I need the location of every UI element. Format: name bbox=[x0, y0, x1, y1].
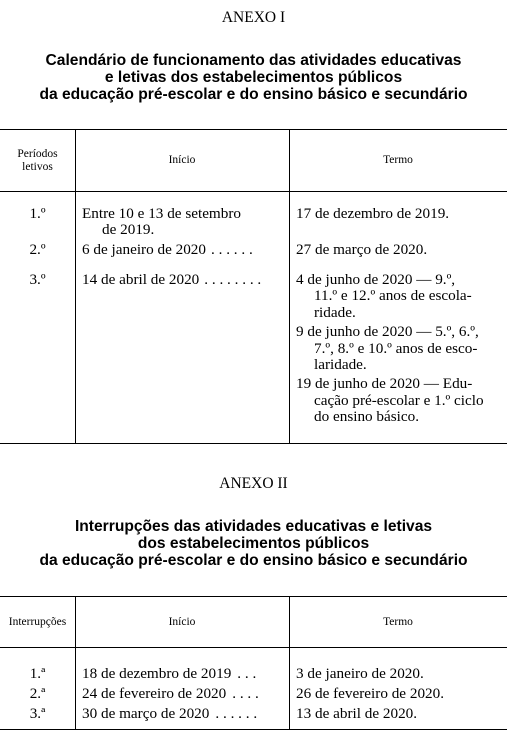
end-cell: 3 de janeiro de 2020. bbox=[296, 665, 424, 682]
end-entry bbox=[296, 272, 501, 321]
start-text: 6 de janeiro de 2020 bbox=[82, 241, 206, 258]
dot-leader: . . . . . . bbox=[215, 705, 258, 722]
column-divider bbox=[75, 130, 76, 443]
start-cell bbox=[82, 686, 287, 702]
annex-1-heading: ANEXO I bbox=[221, 9, 286, 26]
table-bottom-rule bbox=[0, 443, 507, 444]
start-cell bbox=[82, 206, 282, 239]
start-cell bbox=[82, 242, 282, 258]
period-cell: 2.ª bbox=[29, 685, 46, 702]
end-cell: 17 de dezembro de 2019. bbox=[296, 205, 450, 222]
column-header-end: Termo bbox=[383, 616, 413, 628]
end-cell bbox=[296, 272, 501, 426]
start-line: de 2019. bbox=[102, 221, 155, 239]
dot-leader: . . . . . . . . bbox=[204, 271, 262, 288]
annex-1-title-line: Calendário de funcionamento das atividades educativas bbox=[45, 52, 462, 69]
annex-1-title-line: e letivas dos estabelecimentos públicos bbox=[104, 69, 403, 86]
end-cell: 26 de fevereiro de 2020. bbox=[296, 685, 445, 702]
start-text: 30 de março de 2020 bbox=[82, 705, 210, 722]
start-cell bbox=[82, 706, 287, 722]
dot-leader: . . . bbox=[237, 665, 257, 682]
table-top-rule bbox=[0, 129, 507, 130]
column-header-periods bbox=[0, 148, 75, 174]
end-line: cação pré-escolar e 1.º ciclo bbox=[314, 391, 484, 409]
end-entry bbox=[296, 324, 501, 373]
column-header-end: Termo bbox=[383, 154, 413, 166]
start-text: 18 de dezembro de 2019 bbox=[82, 665, 232, 682]
annex-2-heading: ANEXO II bbox=[219, 475, 288, 492]
start-cell bbox=[82, 666, 287, 682]
start-text: 24 de fevereiro de 2020 bbox=[82, 685, 227, 702]
end-line: 11.º e 12.º anos de escola- bbox=[314, 287, 472, 305]
dot-leader: . . . . . . bbox=[211, 241, 253, 258]
column-divider bbox=[289, 130, 290, 443]
header-line: Períodos bbox=[17, 148, 58, 160]
start-cell bbox=[82, 272, 282, 288]
period-cell: 2.º bbox=[29, 241, 46, 258]
end-cell: 27 de março de 2020. bbox=[296, 241, 428, 258]
annex-2-title bbox=[0, 518, 507, 569]
annex-1-title-line: da educação pré-escolar e do ensino básico e secundário bbox=[39, 86, 468, 103]
end-line: ridade. bbox=[314, 303, 356, 321]
column-header-start: Início bbox=[168, 616, 196, 628]
table-bottom-rule bbox=[0, 729, 507, 730]
annex-2-title-line: dos estabelecimentos públicos bbox=[137, 535, 370, 552]
period-cell: 1.º bbox=[29, 205, 46, 222]
end-line: laridade. bbox=[314, 356, 367, 374]
end-cell: 13 de abril de 2020. bbox=[296, 705, 418, 722]
end-line: 7.º, 8.º e 10.º anos de esco- bbox=[314, 339, 478, 357]
annex-2-title-line: Interrupções das atividades educativas e letivas bbox=[74, 518, 433, 535]
column-header-start: Início bbox=[168, 154, 196, 166]
header-line: letivos bbox=[22, 161, 53, 173]
start-text: 14 de abril de 2020 bbox=[82, 271, 200, 288]
end-entry bbox=[296, 376, 501, 425]
period-cell: 3.º bbox=[29, 271, 46, 288]
column-header-interruptions: Interrupções bbox=[8, 616, 67, 628]
end-line: 4 de junho de 2020 — 9.º, bbox=[296, 271, 456, 288]
annex-1-title bbox=[0, 52, 507, 103]
table-top-rule bbox=[0, 596, 507, 597]
table-header-rule bbox=[0, 647, 507, 648]
dot-leader: . . . . bbox=[232, 685, 259, 702]
period-cell: 3.ª bbox=[29, 705, 46, 722]
start-line: Entre 10 e 13 de setembro bbox=[82, 205, 241, 222]
end-line: do ensino básico. bbox=[314, 408, 420, 426]
end-line: 9 de junho de 2020 — 5.º, 6.º, bbox=[296, 323, 479, 341]
period-cell: 1.ª bbox=[29, 665, 46, 682]
annex-2-title-line: da educação pré-escolar e do ensino básico e secundário bbox=[39, 552, 468, 569]
table-header-rule bbox=[0, 191, 507, 192]
end-line: 19 de junho de 2020 — Edu- bbox=[296, 375, 473, 393]
